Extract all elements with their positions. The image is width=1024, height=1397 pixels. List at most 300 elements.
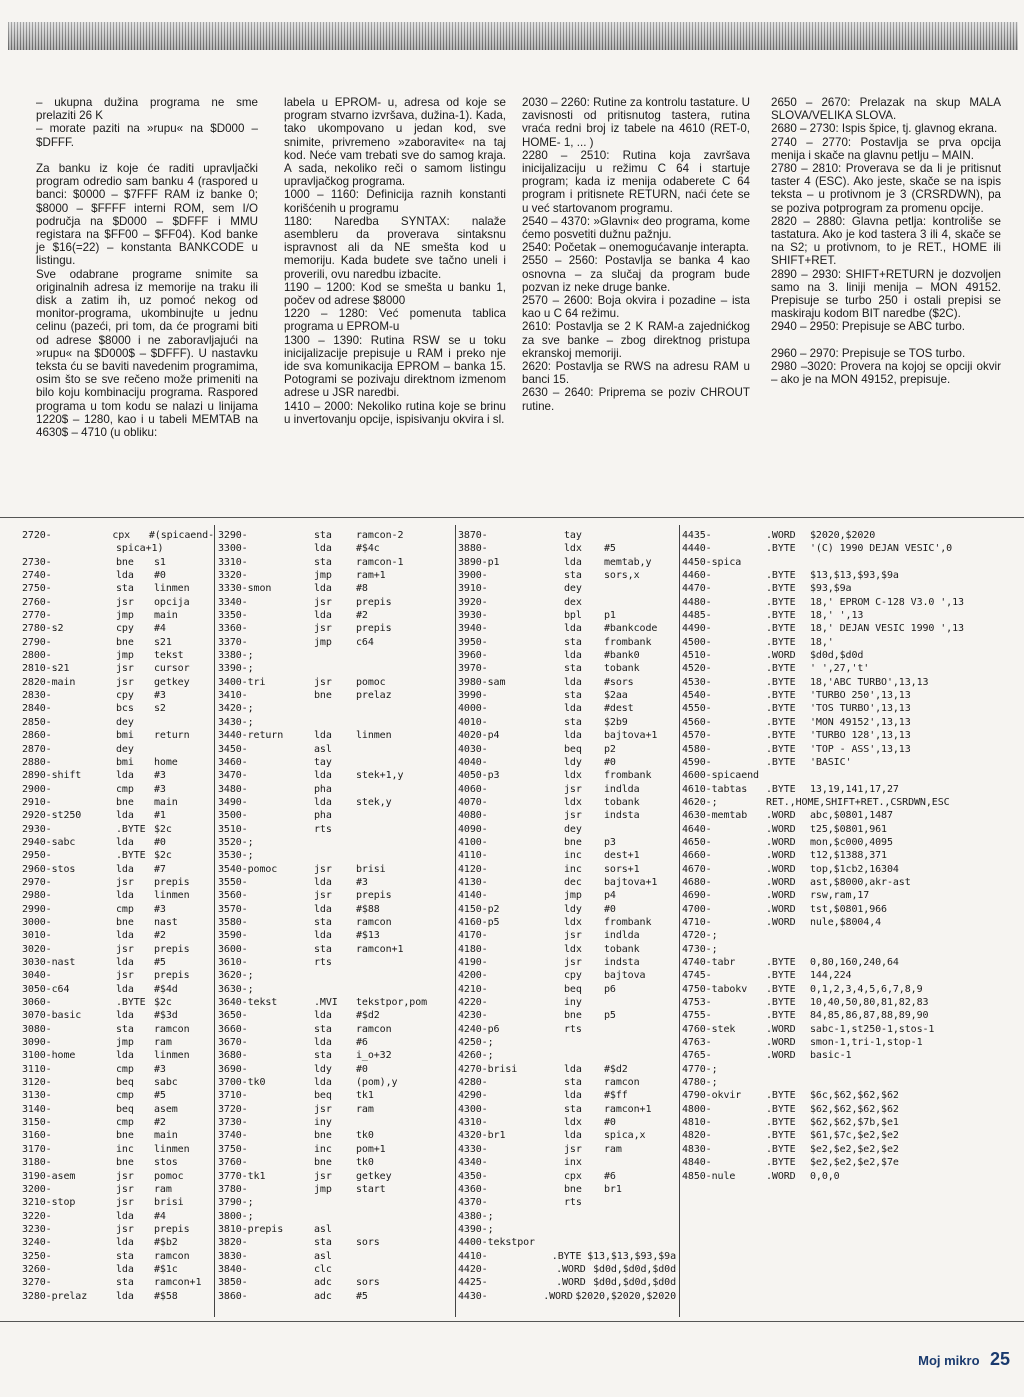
operand: ast,$8000,akr-ast: [810, 876, 911, 888]
code-line: [22, 889, 214, 902]
code-line: [22, 1236, 214, 1249]
operand: p5: [604, 1010, 616, 1022]
line-label: 3190-asem: [22, 1170, 76, 1182]
instruction: sta: [116, 1250, 134, 1262]
line-label: 3390-;: [218, 663, 254, 675]
operand: main: [154, 1130, 178, 1142]
line-label: 3990-: [458, 690, 488, 702]
line-label: 2950-: [22, 850, 52, 862]
line-label: 4260-;: [458, 1050, 494, 1062]
code-line: [458, 783, 676, 796]
line-label: 2790-: [22, 636, 52, 648]
instruction: .BYTE: [766, 676, 796, 688]
line-label: 3070-basic: [22, 1010, 82, 1022]
operand: #1: [154, 810, 166, 822]
code-line: [218, 689, 452, 702]
code-line: [22, 809, 214, 822]
code-line: [458, 556, 676, 569]
operand: opcija: [154, 596, 190, 608]
code-line: [218, 649, 452, 662]
line-label: 4070-: [458, 796, 488, 808]
operand: 0,80,160,240,64: [810, 957, 899, 968]
code-line: [218, 743, 452, 756]
operand: #2: [154, 1117, 166, 1129]
operand: rsw,ram,17: [810, 890, 870, 902]
operand: ramcon-2: [356, 530, 404, 541]
line-label: 4490-: [682, 623, 712, 635]
operand: #6: [356, 1037, 368, 1049]
instruction: jsr: [564, 810, 582, 822]
instruction: .BYTE: [766, 1157, 796, 1169]
line-label: 2840-: [22, 703, 52, 715]
instruction: .BYTE: [551, 1250, 582, 1262]
instruction: jsr: [314, 1103, 332, 1115]
operand: dest+1: [604, 850, 640, 862]
code-line: [682, 996, 1024, 1009]
instruction: [766, 929, 810, 942]
code-line: [682, 1089, 1024, 1102]
code-line: [682, 849, 1024, 862]
operand: stek+1,y: [356, 770, 404, 782]
code-column-2: [218, 529, 452, 1303]
instruction: [314, 1210, 356, 1223]
operand: prepis: [154, 1223, 190, 1235]
operand: start: [356, 1183, 386, 1195]
instruction: [564, 1049, 604, 1062]
code-line: [458, 823, 676, 836]
instruction: .BYTE: [766, 690, 796, 702]
instruction: inc: [314, 1143, 332, 1155]
code-line: [458, 1009, 676, 1022]
line-label: 3710-: [218, 1090, 248, 1102]
code-line: [682, 863, 1024, 876]
line-label: 3380-;: [218, 650, 254, 662]
instruction: jsr: [564, 1143, 582, 1155]
line-label: 2890-shift: [22, 770, 82, 782]
operand: sors: [356, 1277, 380, 1289]
code-line: [682, 809, 1024, 822]
operand: #0: [604, 756, 616, 768]
instruction: bne: [564, 1183, 582, 1195]
code-line: [218, 823, 452, 836]
line-label: 3860-: [218, 1290, 248, 1302]
instruction: lda: [564, 650, 582, 662]
operand: 13,19,141,17,27: [810, 783, 899, 795]
operand: prepis: [356, 890, 392, 902]
line-label: 4730-;: [682, 943, 718, 955]
code-line: [22, 556, 214, 569]
instruction: jmp: [314, 636, 332, 648]
instruction: lda: [116, 570, 134, 582]
line-label: 4360-: [458, 1183, 488, 1195]
line-label: 3160-: [22, 1130, 52, 1142]
line-label: 3320-: [218, 570, 248, 582]
code-line: [458, 836, 676, 849]
code-line: [458, 1196, 676, 1209]
instruction: .BYTE: [766, 1143, 796, 1155]
code-line: [682, 729, 1024, 742]
instruction: sta: [116, 583, 134, 595]
instruction: .WORD: [766, 890, 796, 902]
page-footer: [918, 1349, 1010, 1370]
instruction: lda: [564, 1130, 582, 1142]
operand: indlda: [604, 783, 640, 795]
instruction: bne: [314, 690, 332, 702]
line-label: 3330-smon: [218, 583, 272, 595]
instruction: lda: [116, 1010, 134, 1022]
line-label: 4280-: [458, 1077, 488, 1089]
operand: indsta: [604, 810, 640, 822]
instruction: lda: [314, 543, 332, 555]
operand: $e2,$e2,$e2,$7e: [810, 1157, 899, 1169]
code-line: [458, 729, 676, 742]
line-label: 3910-: [458, 583, 488, 595]
instruction: cpy: [116, 623, 134, 635]
instruction: dex: [564, 596, 582, 608]
instruction: .BYTE: [766, 543, 796, 555]
line-label: 4050-p3: [458, 770, 500, 782]
operand: 'BASIC': [810, 756, 852, 768]
line-label: 3830-: [218, 1250, 248, 1262]
line-label: 4270-brisi: [458, 1063, 518, 1075]
line-label: 4390-;: [458, 1223, 494, 1235]
code-line: [22, 529, 214, 542]
line-label: 2850-: [22, 716, 52, 728]
instruction: .WORD: [766, 916, 796, 928]
line-label: 2970-: [22, 876, 52, 888]
line-label: 3480-: [218, 783, 248, 795]
code-line: [22, 1049, 214, 1062]
code-line: [682, 823, 1024, 836]
instruction: .BYTE: [766, 703, 796, 715]
instruction: jsr: [116, 1183, 134, 1195]
line-label: 3950-: [458, 636, 488, 648]
instruction: sta: [314, 916, 332, 928]
code-line: [458, 1250, 676, 1263]
operand: $61,$7c,$e2,$e2: [810, 1130, 899, 1142]
code-line: [218, 1023, 452, 1036]
line-label: 3940-: [458, 623, 488, 635]
line-label: 3060-: [22, 997, 52, 1009]
instruction: .WORD: [766, 876, 796, 888]
code-line: [458, 1129, 676, 1142]
line-label: 3140-: [22, 1103, 52, 1115]
operand: linmen: [154, 1050, 190, 1062]
operand: 144,224: [810, 970, 852, 982]
instruction: cmp: [116, 1090, 134, 1102]
line-label: 4720-;: [682, 930, 718, 942]
operand: bajtova+1: [604, 876, 658, 888]
code-line: [218, 876, 452, 889]
code-line: [22, 542, 214, 555]
instruction: jmp: [116, 610, 134, 622]
code-line: [218, 903, 452, 916]
code-line: [218, 1183, 452, 1196]
line-label: 4790-okvir: [682, 1090, 742, 1102]
operand: prepis: [356, 623, 392, 635]
column-divider: [214, 525, 215, 1317]
instruction: bne: [564, 836, 582, 848]
code-line: [458, 1116, 676, 1129]
operand: ramcon: [154, 1023, 190, 1035]
instruction: jsr: [116, 1197, 134, 1209]
code-line: [682, 783, 1024, 796]
instruction: lda: [314, 770, 332, 782]
instruction: jmp: [116, 650, 134, 662]
code-line: [682, 943, 1024, 956]
code-line: [22, 1183, 214, 1196]
operand: #2: [356, 610, 368, 622]
instruction: lda: [116, 863, 134, 875]
instruction: iny: [564, 997, 582, 1009]
code-line: [458, 1210, 676, 1223]
line-label: 4220-: [458, 997, 488, 1009]
line-label: 4240-p6: [458, 1023, 500, 1035]
line-label: 3750-: [218, 1143, 248, 1155]
instruction: bne: [116, 1130, 134, 1142]
instruction: .BYTE: [766, 783, 796, 795]
code-line: [22, 569, 214, 582]
instruction: adc: [314, 1290, 332, 1302]
line-label: 4170-: [458, 930, 488, 942]
code-line: [458, 1076, 676, 1089]
instruction: bne: [116, 1157, 134, 1169]
line-label: 3240-: [22, 1237, 52, 1249]
instruction: lda: [564, 1063, 582, 1075]
code-line: [22, 1263, 214, 1276]
operand: frombank: [604, 636, 652, 648]
line-label: 3820-: [218, 1237, 248, 1249]
code-line: [458, 929, 676, 942]
line-label: 2910-: [22, 796, 52, 808]
instruction: [564, 1036, 604, 1049]
instruction: jmp: [314, 570, 332, 582]
instruction: sta: [564, 570, 582, 582]
code-line: [682, 756, 1024, 769]
line-label: 4480-: [682, 596, 712, 608]
instruction: .WORD: [766, 823, 796, 835]
instruction: .BYTE: [766, 1130, 796, 1142]
code-line: [218, 1116, 452, 1129]
operand: 18,' DEJAN VESIC 1990 ',13: [810, 623, 964, 635]
line-label: 3550-: [218, 876, 248, 888]
code-line: [682, 1156, 1024, 1169]
code-line: [458, 889, 676, 902]
code-line: [218, 1076, 452, 1089]
code-line: [22, 1143, 214, 1156]
line-label: 4755-: [682, 1010, 712, 1022]
line-label: 3610-: [218, 957, 248, 968]
line-label: 3340-: [218, 596, 248, 608]
instruction: ldx: [564, 770, 582, 782]
line-label: 4100-: [458, 836, 488, 848]
operand: basic-1: [810, 1050, 852, 1062]
code-line: [218, 796, 452, 809]
code-line: [458, 1156, 676, 1169]
instruction: cpx: [112, 530, 131, 541]
operand: nule,$8004,4: [810, 916, 882, 928]
operand: #(spicaend-: [148, 530, 214, 541]
code-line: [682, 662, 1024, 675]
instruction: inx: [564, 1157, 582, 1169]
instruction: .BYTE: [766, 623, 796, 635]
operand: #0: [604, 1117, 616, 1129]
instruction: jsr: [314, 623, 332, 635]
instruction: sta: [564, 716, 582, 728]
instruction: bpl: [564, 610, 582, 622]
instruction: cpy: [564, 970, 582, 982]
instruction: .BYTE: [766, 1090, 796, 1102]
line-label: 3600-: [218, 943, 248, 955]
code-line: [22, 943, 214, 956]
operand: #2: [154, 930, 166, 942]
operand: #bank0: [604, 650, 640, 662]
instruction: jsr: [116, 876, 134, 888]
code-line: [682, 529, 1024, 542]
instruction: lda: [116, 836, 134, 848]
code-line: [22, 823, 214, 836]
instruction: jsr: [116, 970, 134, 982]
code-line: [458, 569, 676, 582]
code-line: [682, 596, 1024, 609]
code-line: [22, 582, 214, 595]
code-line: [22, 1063, 214, 1076]
instruction: [314, 702, 356, 715]
line-label: 3470-: [218, 770, 248, 782]
line-label: 3110-: [22, 1063, 52, 1075]
operand: p6: [604, 983, 616, 995]
operand: sabc: [154, 1077, 178, 1089]
operand: ram: [604, 1143, 622, 1155]
operand: #5: [356, 1290, 368, 1302]
line-label: 3360-: [218, 623, 248, 635]
line-label: 2740-: [22, 570, 52, 582]
instruction: bne: [314, 1130, 332, 1142]
instruction: lda: [564, 703, 582, 715]
instruction: .BYTE: [116, 997, 146, 1009]
line-label: 4600-spicaend: [682, 770, 759, 782]
instruction: bcs: [116, 703, 134, 715]
operand: #8: [356, 583, 368, 595]
instruction: beq: [564, 983, 582, 995]
code-line: [218, 1223, 452, 1236]
instruction: jsr: [116, 596, 134, 608]
operand: bajtova+1: [604, 730, 658, 742]
operand: return: [154, 730, 190, 742]
instruction: sta: [314, 1050, 332, 1062]
code-line: [458, 796, 676, 809]
line-label: 2800-: [22, 650, 52, 662]
code-line: [22, 756, 214, 769]
operand: #4: [154, 623, 166, 635]
line-label: 4700-: [682, 903, 712, 915]
line-label: 3230-: [22, 1223, 52, 1235]
line-label: 4660-: [682, 850, 712, 862]
instruction: sta: [564, 636, 582, 648]
operand: bajtova: [604, 970, 646, 982]
line-label: 4450-spica: [682, 556, 742, 568]
instruction: dey: [116, 743, 134, 755]
line-label: 4420-: [458, 1263, 488, 1275]
operand: tobank: [604, 796, 640, 808]
code-line: [218, 1236, 452, 1249]
operand: sors,x: [604, 570, 640, 582]
operand: p4: [604, 890, 616, 902]
code-line: [458, 689, 676, 702]
instruction: lda: [314, 1037, 332, 1049]
operand: prepis: [154, 943, 190, 955]
line-label: 3760-: [218, 1157, 248, 1169]
line-label: 3640-tekst: [218, 997, 278, 1009]
code-line: [682, 609, 1024, 622]
instruction: [564, 1210, 604, 1223]
code-line: [218, 1170, 452, 1183]
operand: #7: [154, 863, 166, 875]
code-line: [218, 569, 452, 582]
line-label: 4150-p2: [458, 903, 500, 915]
line-label: 3200-: [22, 1183, 52, 1195]
code-line: [458, 1103, 676, 1116]
code-line: [682, 1170, 1024, 1183]
code-line: [22, 1156, 214, 1169]
operand: $62,$62,$62,$62: [810, 1103, 899, 1115]
code-line: [218, 1196, 452, 1209]
column-divider: [455, 525, 456, 1317]
line-label: 2940-sabc: [22, 836, 76, 848]
code-line: [682, 889, 1024, 902]
operand: pom+1: [356, 1143, 386, 1155]
line-label: 4040-: [458, 756, 488, 768]
instruction: .WORD: [543, 1290, 573, 1302]
operand: 18,': [810, 636, 840, 648]
code-line: [458, 702, 676, 715]
line-label: 2920-st250: [22, 810, 82, 822]
line-label: 4330-: [458, 1143, 488, 1155]
line-label: 3100-home: [22, 1050, 76, 1062]
code-line: [458, 1290, 676, 1303]
instruction: jmp: [564, 890, 582, 902]
divider-top: [0, 517, 1024, 518]
code-line: [458, 743, 676, 756]
line-label: 3300-: [218, 543, 248, 555]
line-label: 4510-: [682, 650, 712, 662]
line-label: 3580-: [218, 916, 248, 928]
operand: t25,$0801,961: [810, 823, 887, 835]
instruction: jsr: [116, 676, 134, 688]
line-label: 4640-: [682, 823, 712, 835]
instruction: .BYTE: [766, 957, 796, 968]
code-line: [458, 996, 676, 1009]
code-line: [218, 809, 452, 822]
instruction: bne: [564, 1010, 582, 1022]
code-line: [458, 1023, 676, 1036]
instruction: bne: [116, 796, 134, 808]
operand: smon-1,tri-1,stop-1: [810, 1037, 923, 1049]
code-line: [682, 903, 1024, 916]
line-label: 4380-;: [458, 1210, 494, 1222]
code-line: [218, 1063, 452, 1076]
line-label: 4560-: [682, 716, 712, 728]
code-column-3: [458, 529, 676, 1303]
instruction: .BYTE: [766, 716, 796, 728]
instruction: lda: [116, 1263, 134, 1275]
line-label: 4753-: [682, 997, 712, 1009]
instruction: [314, 836, 356, 849]
instruction: ldy: [314, 1063, 332, 1075]
instruction: .BYTE: [766, 570, 796, 582]
operand: $2020,$2020,$2020: [575, 1290, 676, 1302]
line-label: 2900-: [22, 783, 52, 795]
